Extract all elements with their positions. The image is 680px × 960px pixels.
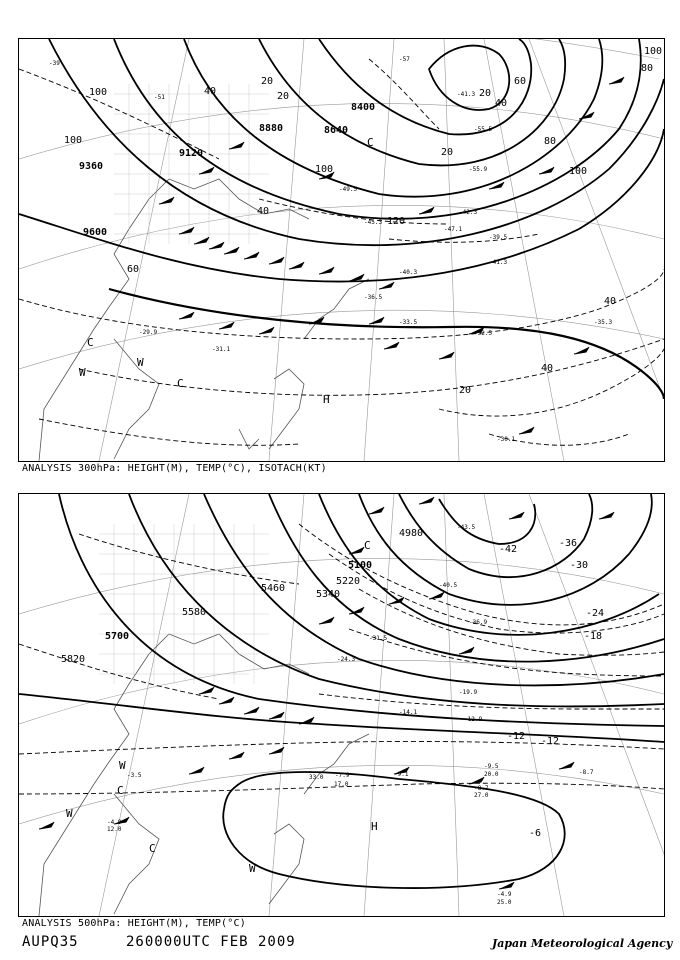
isotach-contours [19,59,664,445]
pressure-center-label: H [371,820,378,833]
isotach-label: 120 [387,216,406,227]
wind-barbs [159,77,624,434]
temperature-label: -31.1 [212,346,231,353]
temperature-contour-label: -18 [584,631,603,642]
isotach-label: 40 [495,98,508,109]
temperature-label: -32.5 [474,330,493,337]
isotach-label: 20 [479,88,492,99]
temperature-label: -42.3 [459,209,478,216]
isotach-label: 20 [277,91,290,102]
station-value: -7.9 [335,772,350,779]
map-300hpa [19,39,664,461]
temperature-label: -40.3 [399,269,418,276]
station-value: 20.0 [484,771,499,778]
station-value: -4.9 [497,891,512,898]
temperature-label: -39.5 [489,234,508,241]
map-500hpa [19,494,664,916]
station-value: -9.1 [394,771,409,778]
temperature-contour-label: -36 [559,538,578,549]
station-value: -12.9 [464,716,483,723]
height-label: 5220 [336,576,361,587]
pressure-center-label: C [177,377,184,390]
temperature-label: -41.3 [457,91,476,98]
pressure-center-label: W [119,759,126,772]
bottom-chart-caption: ANALYSIS 500hPa: HEIGHT(M), TEMP(°C) [22,918,246,929]
temperature-contour-label: -24 [586,608,605,619]
temperature-label: -36.5 [364,294,383,301]
isotach-label: 100 [315,164,334,175]
temperature-contour-label: -6 [529,828,542,839]
temperature-label: -45.3 [364,219,383,226]
station-value: 25.0 [497,899,512,906]
pressure-center-label: C [367,136,374,149]
hatched-area [99,524,269,684]
height-label: 5100 [348,560,373,571]
station-value: -4.9 [107,819,122,826]
isotach-label: 60 [127,264,140,275]
pressure-center-label: W [249,862,256,875]
station-value: -36.9 [469,619,488,626]
valid-time: 260000UTC FEB 2009 [126,934,296,950]
temperature-contour-label: -12 [507,731,526,742]
isotach-label: 100 [64,135,83,146]
temperature-contour-label: -42 [499,544,518,555]
height-label: 9600 [83,227,108,238]
isotach-label: 40 [204,86,217,97]
station-value: 27.0 [474,792,489,799]
isotach-label: 80 [641,63,654,74]
station-value: 12.0 [107,826,122,833]
temperature-label: -55.5 [474,126,493,133]
station-value: -40.5 [439,582,458,589]
pressure-center-label: C [149,842,156,855]
station-value: -31.5 [369,635,388,642]
station-value: -8.7 [579,769,594,776]
jet-axis [109,289,664,399]
temperature-label: -29.9 [139,329,158,336]
height-label: 5700 [105,631,130,642]
isotach-label: 80 [544,136,557,147]
graticule [19,39,664,461]
chart-code: AUPQ35 [22,934,79,950]
station-value: -14.1 [399,709,418,716]
temperature-label: -41.3 [489,259,508,266]
pressure-center-label: C [364,539,371,552]
height-label: 8400 [351,102,376,113]
temperature-label: -51 [154,94,165,101]
height-label: 9120 [179,148,204,159]
wind-barbs [39,497,614,889]
isotach-label: 40 [604,296,617,307]
pressure-center-label: C [117,784,124,797]
isotach-label: 40 [541,363,554,374]
pressure-center-label: W [66,807,73,820]
height-label: 5820 [61,654,86,665]
temperature-label: -33.5 [399,319,418,326]
pressure-center-label: W [137,356,144,369]
pressure-center-label: W [79,366,86,379]
temperature-label: -57 [399,56,410,63]
isotach-label: 100 [569,166,588,177]
analysis-300hpa-chart [18,38,665,462]
isotach-label: 20 [441,147,454,158]
temperature-label: -55.9 [469,166,488,173]
isotach-label: 20 [459,385,472,396]
station-value: 33.0 [309,774,324,781]
pressure-center-label: H [323,393,330,406]
agency-credit: Japan Meteorological Agency [492,937,673,950]
temperature-label: -47.1 [444,226,463,233]
station-value: -43.5 [457,524,476,531]
height-label: 9360 [79,161,104,172]
analysis-500hpa-chart [18,493,665,917]
station-value: -9.5 [484,763,499,770]
temperature-contour-label: -30 [570,560,589,571]
height-label: 4980 [399,528,424,539]
temperature-contour-label: -12 [541,736,560,747]
hatched-area [114,84,269,244]
station-value: -8.7 [474,785,489,792]
height-label: 8640 [324,125,349,136]
temperature-label: -35.3 [594,319,613,326]
isotach-label: 40 [257,206,270,217]
station-value: -24.3 [337,656,356,663]
isotach-label: 20 [261,76,274,87]
station-value: -19.9 [459,689,478,696]
isotach-label: 100 [644,46,663,57]
height-label: 5460 [261,583,286,594]
station-value: 17.0 [334,781,349,788]
temperature-label: -49.5 [339,186,358,193]
pressure-center-label: C [87,336,94,349]
temperature-label: -30.1 [497,436,516,443]
height-label: 5580 [182,607,207,618]
height-label: 8880 [259,123,284,134]
isotach-label: 60 [514,76,527,87]
isotach-label: 100 [89,87,108,98]
temperature-label: -39 [49,60,60,67]
station-value: -3.5 [127,772,142,779]
height-label: 5340 [316,589,341,600]
top-chart-caption: ANALYSIS 300hPa: HEIGHT(M), TEMP(°C), ISOTACH(KT) [22,463,327,474]
height-contours [19,39,664,282]
